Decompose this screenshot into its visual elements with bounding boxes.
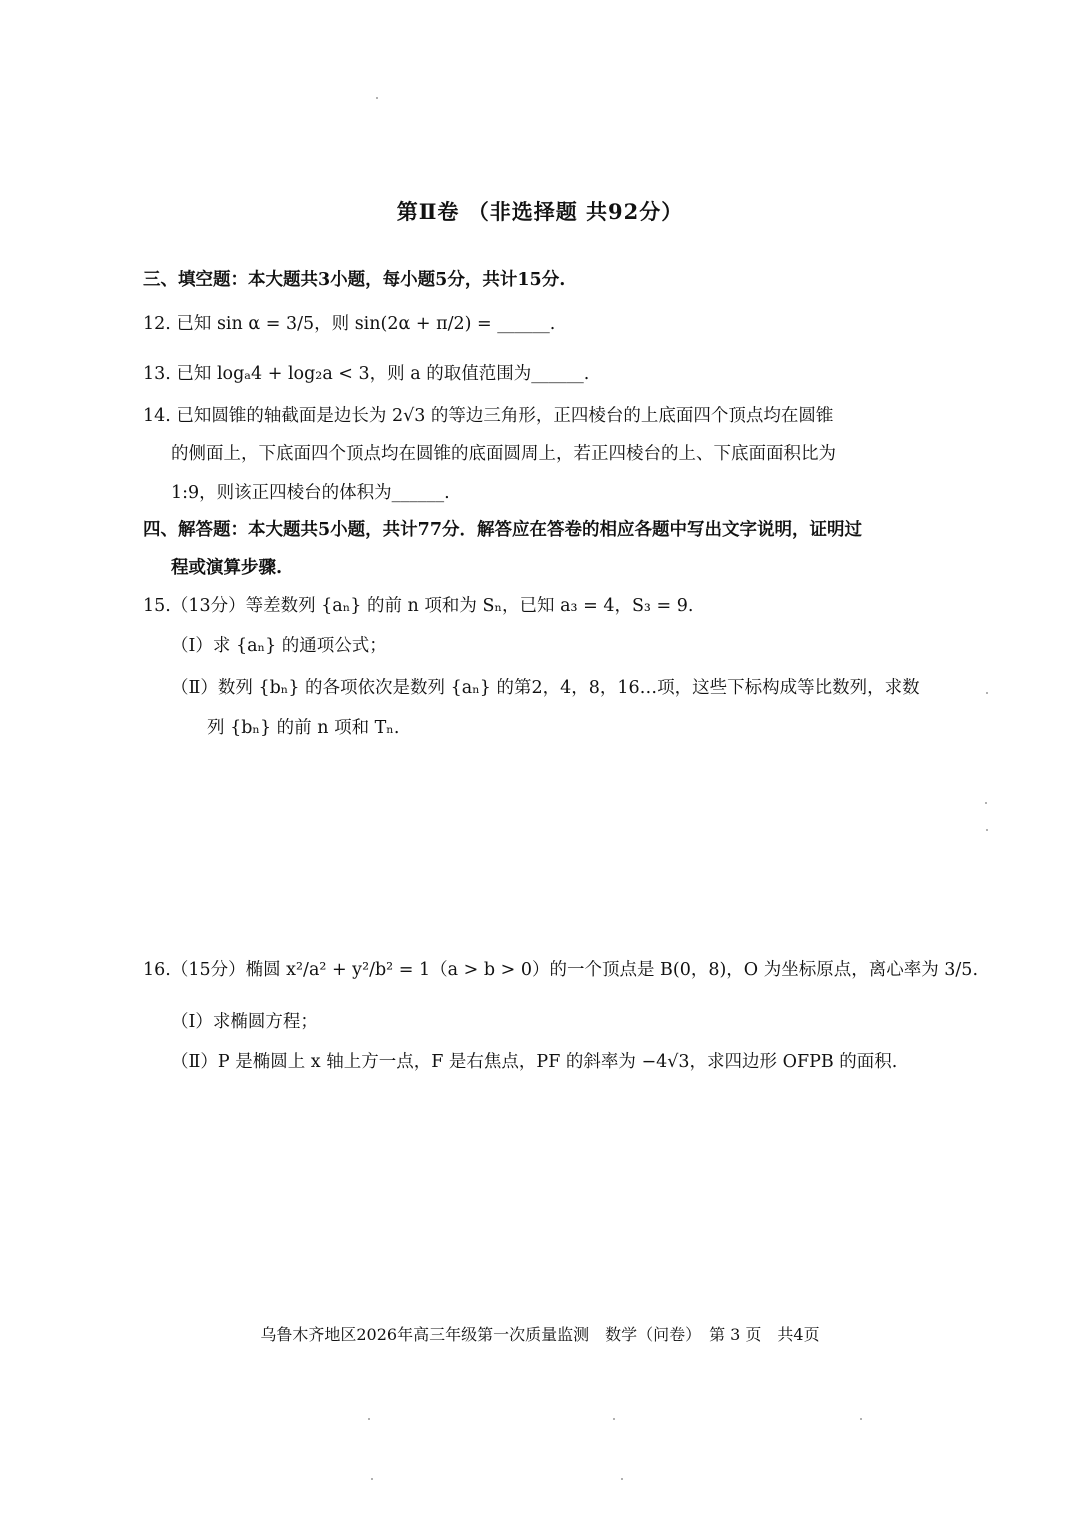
scan-speck [613,1418,615,1420]
question-14-line-3: 1:9，则该正四棱台的体积为______. [171,483,450,503]
question-16-part-2: （Ⅱ）P 是椭圆上 x 轴上方一点，F 是右焦点，PF 的斜率为 −4√3，求四边形 OFPB 的面积. [171,1052,898,1072]
question-15-part-2-line-1: （Ⅱ）数列 {bₙ} 的各项依次是数列 {aₙ} 的第2，4，8，16…项，这些下标构成等比数列，求数 [171,678,920,698]
question-14-line-1: 14. 已知圆锥的轴截面是边长为 2√3 的等边三角形，正四棱台的上底面四个顶点均在圆锥 [143,406,834,426]
question-15-part-2-line-2: 列 {bₙ} 的前 n 项和 Tₙ. [207,718,400,738]
question-13: 13. 已知 logₐ4 + log₂a < 3，则 a 的取值范围为______. [143,364,590,384]
scan-speck [368,1418,370,1420]
question-16-stem: 16.（15分）椭圆 x²/a² + y²/b² = 1（a > b > 0）的一个顶点是 B(0，8)，O 为坐标原点，离心率为 3/5. [143,960,979,980]
scan-speck [986,692,988,694]
question-14-line-2: 的侧面上，下底面四个顶点均在圆锥的底面圆周上，若正四棱台的上、下底面面积比为 [171,444,836,464]
section-3-heading: 三、填空题：本大题共3小题，每小题5分，共计15分. [143,270,566,290]
scan-speck [371,1478,373,1480]
scan-speck [985,802,987,804]
question-15-stem: 15.（13分）等差数列 {aₙ} 的前 n 项和为 Sₙ，已知 a₃ = 4，S₃ = 9. [143,596,694,616]
scan-speck [376,97,378,99]
scan-speck [986,829,988,831]
scan-speck [621,1478,623,1480]
page-title: 第Ⅱ卷 （非选择题 共92分） [396,199,684,224]
question-15-part-1: （Ⅰ）求 {aₙ} 的通项公式； [171,636,387,656]
page-footer: 乌鲁木齐地区2026年高三年级第一次质量监测 数学（问卷） 第 3 页 共4页 [260,1325,820,1344]
scan-speck [860,1418,862,1420]
question-12: 12. 已知 sin α = 3/5，则 sin(2α + π/2) = ______. [143,314,556,334]
section-4-heading-line-1: 四、解答题：本大题共5小题，共计77分．解答应在答卷的相应各题中写出文字说明，证明过 [143,520,863,540]
section-4-heading-line-2: 程或演算步骤. [171,558,283,578]
question-16-part-1: （Ⅰ）求椭圆方程； [171,1012,318,1032]
